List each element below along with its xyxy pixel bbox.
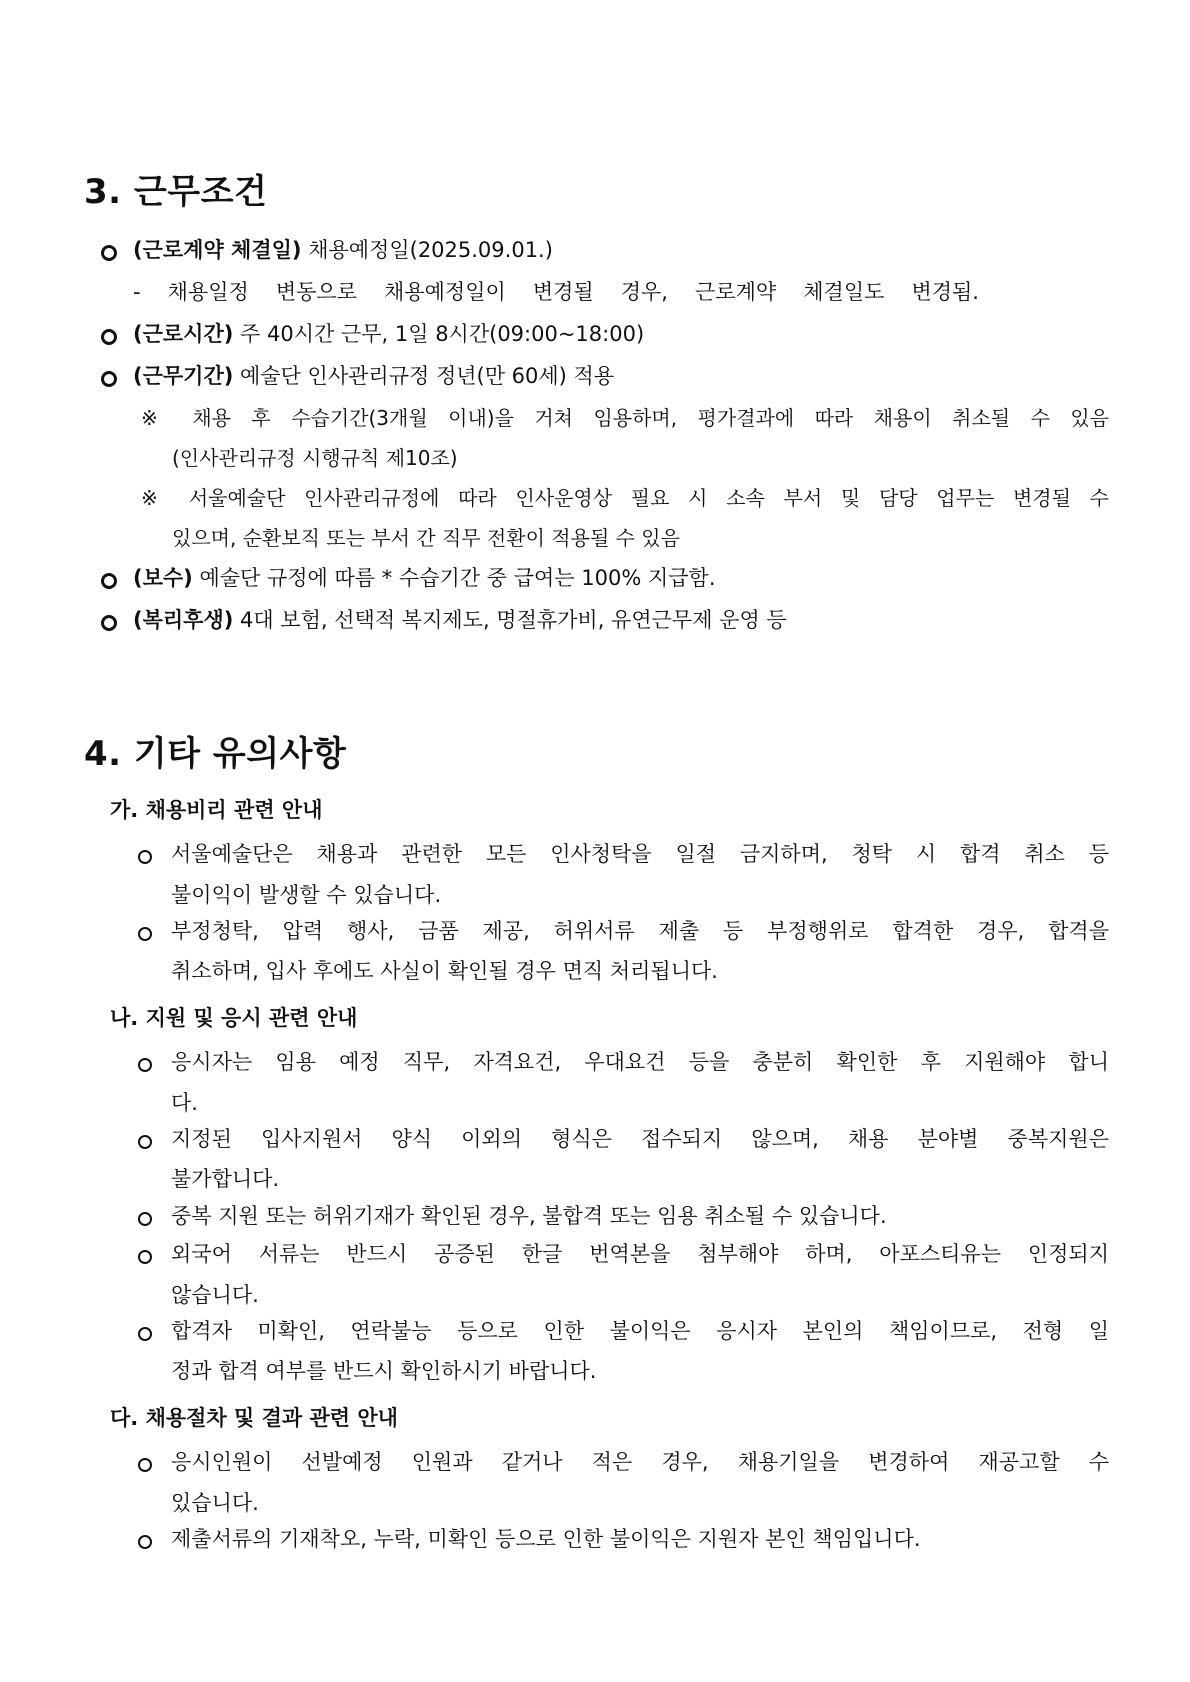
ga-item-1-cont: 불이익이 발생할 수 있습니다. [171, 883, 442, 907]
bullet-icon [101, 245, 117, 261]
ga-item-1: 서울예술단은 채용과 관련한 모든 인사청탁을 일절 금지하며, 청탁 시 합격 취소 등 [171, 842, 1109, 866]
bullet-icon [101, 371, 117, 387]
contract-date-label: (근로계약 체결일) [133, 238, 302, 262]
transfer-note: ※ 서울예술단 인사관리규정에 따라 인사운영상 필요 시 소속 부서 및 담당 업무는 변경될 수 [141, 486, 1109, 510]
probation-note: ※ 채용 후 수습기간(3개월 이내)을 거쳐 임용하며, 평가결과에 따라 채용이 취소될 수 있음 [141, 406, 1109, 430]
na-item-2: 지정된 입사지원서 양식 이외의 형식은 접수되지 않으며, 채용 분야별 중복지원은 [171, 1127, 1109, 1151]
da-item-1: 응시인원이 선발예정 인원과 같거나 적은 경우, 채용기일을 변경하여 재공고할 수 [171, 1450, 1109, 1474]
bullet-icon [101, 615, 117, 631]
subsection-da-heading: 다. 채용절차 및 결과 관련 안내 [110, 1406, 398, 1430]
bullet-icon [138, 1212, 152, 1226]
salary-text: 예술단 규정에 따름 * 수습기간 중 급여는 100% 지급함. [192, 566, 716, 590]
probation-note-cont: (인사관리규정 시행규칙 제10조) [172, 446, 458, 470]
da-item-1-cont: 있습니다. [171, 1491, 259, 1515]
section-4-title: 4. 기타 유의사항 [84, 734, 347, 774]
na-item-2-cont: 불가합니다. [171, 1167, 280, 1191]
section-3-title: 3. 근무조건 [84, 172, 268, 212]
contract-date-note: - 채용일정 변동으로 채용예정일이 변경될 경우, 근로계약 체결일도 변경됨. [133, 280, 979, 304]
bullet-icon [138, 1135, 152, 1149]
welfare-item [133, 606, 787, 634]
work-period-label: (근무기간) [133, 364, 234, 388]
welfare-label: (복리후생) [133, 608, 234, 632]
contract-date-text: 채용예정일(2025.09.01.) [301, 238, 553, 262]
bullet-icon [138, 1058, 152, 1072]
bullet-icon [138, 850, 152, 864]
bullet-icon [101, 573, 117, 589]
bullet-icon [138, 1458, 152, 1472]
na-item-1-cont: 다. [171, 1091, 198, 1115]
na-item-3: 중복 지원 또는 허위기재가 확인된 경우, 불합격 또는 임용 취소될 수 있습니다. [171, 1204, 887, 1228]
contract-date-item [133, 236, 553, 264]
na-item-5: 합격자 미확인, 연락불능 등으로 인한 불이익은 응시자 본인의 책임이므로, 전형 일 [171, 1319, 1109, 1343]
work-hours-item [133, 320, 644, 348]
salary-item [133, 564, 716, 592]
welfare-text: 4대 보험, 선택적 복지제도, 명절휴가비, 유연근무제 운영 등 [233, 608, 787, 632]
na-item-4-cont: 않습니다. [171, 1283, 259, 1307]
bullet-icon [138, 1250, 152, 1264]
subsection-na-heading: 나. 지원 및 응시 관련 안내 [110, 1006, 358, 1030]
bullet-icon [101, 329, 117, 345]
bullet-icon [138, 1535, 152, 1549]
work-hours-label: (근로시간) [133, 322, 234, 346]
na-item-5-cont: 정과 합격 여부를 반드시 확인하시기 바랍니다. [171, 1359, 597, 1383]
da-item-2: 제출서류의 기재착오, 누락, 미확인 등으로 인한 불이익은 지원자 본인 책임입니다. [171, 1527, 921, 1551]
work-hours-text: 주 40시간 근무, 1일 8시간(09:00~18:00) [233, 322, 645, 346]
bullet-icon [138, 927, 152, 941]
salary-label: (보수) [133, 566, 193, 590]
transfer-note-cont: 있으며, 순환보직 또는 부서 간 직무 전환이 적용될 수 있음 [172, 526, 680, 550]
ga-item-2-cont: 취소하며, 입사 후에도 사실이 확인될 경우 면직 처리됩니다. [171, 959, 718, 983]
work-period-item [133, 362, 614, 390]
work-period-text: 예술단 인사관리규정 정년(만 60세) 적용 [233, 364, 615, 388]
na-item-4: 외국어 서류는 반드시 공증된 한글 번역본을 첨부해야 하며, 아포스티유는 인정되지 [171, 1242, 1109, 1266]
ga-item-2: 부정청탁, 압력 행사, 금품 제공, 허위서류 제출 등 부정행위로 합격한 경우, 합격을 [171, 919, 1109, 943]
subsection-ga-heading: 가. 채용비리 관련 안내 [110, 798, 323, 822]
bullet-icon [138, 1327, 152, 1341]
na-item-1: 응시자는 임용 예정 직무, 자격요건, 우대요건 등을 충분히 확인한 후 지원해야 합니 [171, 1050, 1109, 1074]
